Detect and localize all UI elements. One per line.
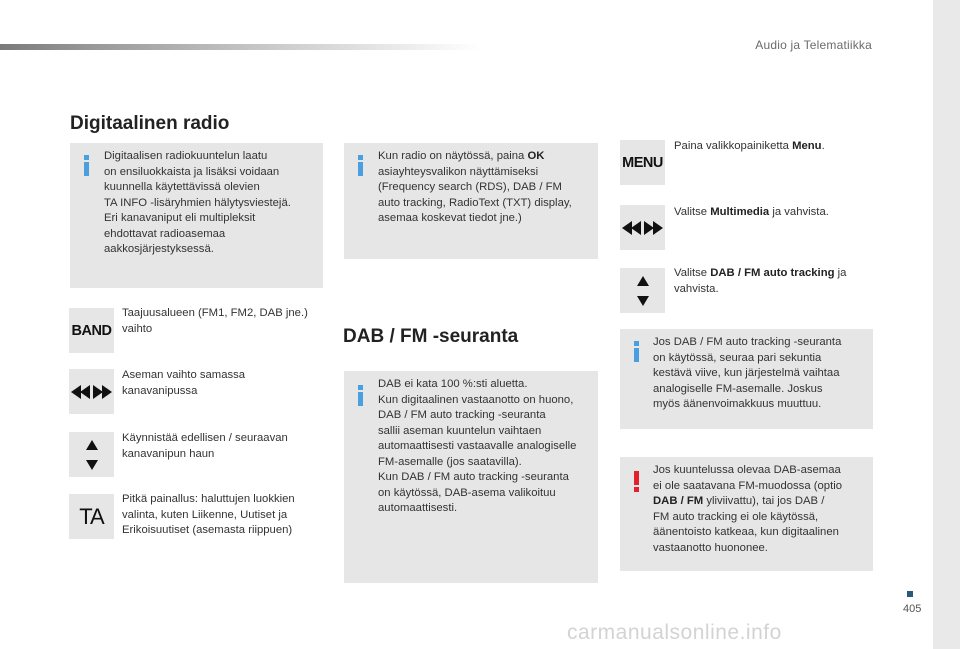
chapter-header: Audio ja Telematiikka	[755, 38, 872, 52]
step-menu: Paina valikkopainiketta Menu.	[674, 140, 825, 152]
seek-description: Aseman vaihto samassa kanavanipussa	[122, 369, 246, 397]
seek-buttons-icon	[69, 369, 114, 414]
band-description: Taajuusalueen (FM1, FM2, DAB jne.) vaihto	[122, 307, 308, 335]
ta-button-icon: TA	[69, 494, 114, 539]
info-tracking-text: Jos DAB / FM auto tracking -seuranta on käytössä, seuraa pari sekuntia kestävä viive, kun järjestelmä vaihtaa analogiselle FM-asemalle. Joskus myös äänenvoimakkuus muuttuu.	[653, 336, 842, 410]
info-icon	[358, 385, 363, 406]
warning-text: Jos kuuntelussa olevaa DAB-asemaa ei ole saatavana FM-muodossa (optio DAB / FM yliviivattu), tai jos DAB / FM auto tracking ei ole käytössä, äänentoisto katkeaa, kun digitaalinen vastaanotto huononee.	[653, 464, 843, 554]
left-right-arrows-icon	[620, 205, 665, 250]
info-ok-text: Kun radio on näytössä, paina OK asiayhteysvalikon näyttämiseksi (Frequency search (RDS), DAB / FM auto tracking, RadioText (TXT) display, asemaa koskevat tiedot jne.)	[378, 150, 572, 224]
info-icon	[84, 155, 89, 176]
step-multimedia: Valitse Multimedia ja vahvista.	[674, 206, 829, 218]
band-button-icon: BAND	[69, 308, 114, 353]
section-title-tracking: DAB / FM -seuranta	[343, 326, 519, 347]
page-title: Digitaalinen radio	[70, 113, 230, 134]
info-digital-text: Digitaalisen radiokuuntelun laatu on ensiluokkaista ja lisäksi voidaan kuunnella käytettävissä olevien TA INFO -lisäryhmien hälytysviestejä. Eri kanavaniput eli multipleksit ehdottavat radioasemaa aakkosjärjestyksessä.	[104, 150, 291, 255]
page-marker	[907, 591, 913, 597]
up-down-arrows-icon	[69, 432, 114, 477]
page-side-strip	[933, 0, 960, 649]
info-box-tracking	[620, 329, 873, 429]
info-box-ok	[344, 143, 598, 259]
watermark: carmanualsonline.info	[567, 621, 782, 644]
info-icon	[634, 341, 639, 362]
warning-icon	[634, 471, 639, 492]
header-gradient-bar	[0, 44, 480, 50]
up-down-arrows-icon	[620, 268, 665, 313]
info-dab-text: DAB ei kata 100 %:sti aluetta. Kun digitaalinen vastaanotto on huono, DAB / FM auto tracking -seuranta sallii aseman kuuntelun vaihtaen automaattisesti vastaavalle analogiselle FM-asemalle (jos saatavilla). Kun DAB / FM auto tracking -seuranta on käytössä, DAB-asema valikoituu automaattisesti.	[378, 378, 577, 514]
warning-box	[620, 457, 873, 571]
info-icon	[358, 155, 363, 176]
step-dab-tracking: Valitse DAB / FM auto tracking ja vahvista.	[674, 267, 847, 295]
updown-description: Käynnistää edellisen / seuraavan kanavanipun haun	[122, 432, 288, 460]
info-box-digital	[70, 143, 323, 288]
page-number: 405	[903, 603, 922, 615]
ta-description: Pitkä painallus: haluttujen luokkien valinta, kuten Liikenne, Uutiset ja Erikoisuutiset (asemasta riippuen)	[122, 493, 295, 536]
menu-button-icon: MENU	[620, 140, 665, 185]
info-box-dab	[344, 371, 598, 583]
